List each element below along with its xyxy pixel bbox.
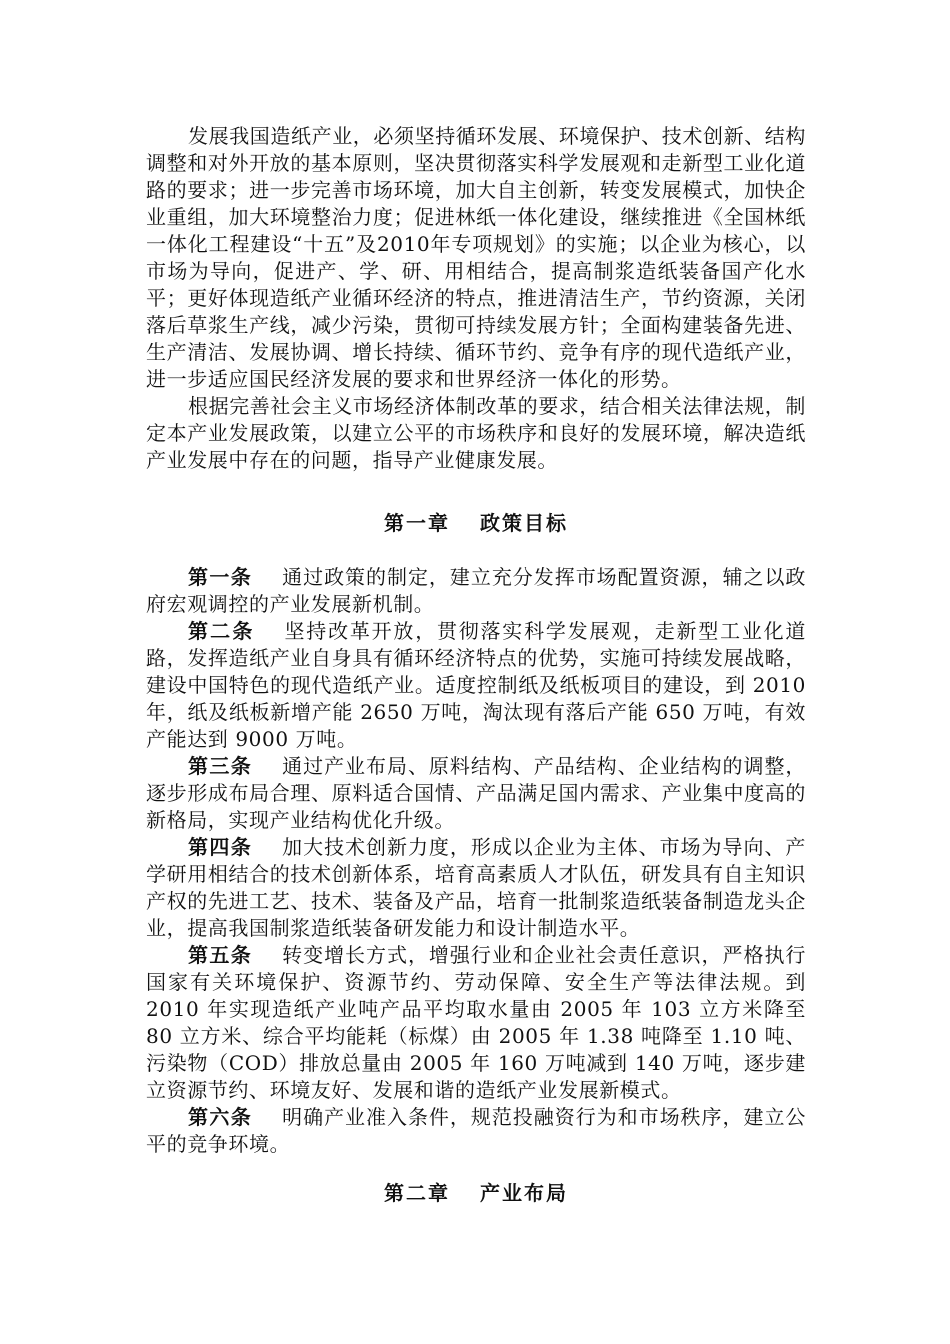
article-1-label: 第一条 <box>188 565 253 589</box>
article-2 <box>146 618 806 753</box>
intro-paragraph-1: 发展我国造纸产业，必须坚持循环发展、环境保护、技术创新、结构调整和对外开放的基本原则，坚决贯彻落实科学发展观和走新型工业化道路的要求；进一步完善市场环境，加大自主创新，转变发展模式，加快企业重组，加大环境整治力度；促进林纸一体化建设，继续推进《全国林纸一体化工程建设“十五”及2010年专项规划》的实施；以企业为核心，以市场为导向，促进产、学、研、用相结合，提高制浆造纸装备国产化水平；更好体现造纸产业循环经济的特点，推进清洁生产，节约资源，关闭落后草浆生产线，减少污染，贯彻可持续发展方针；全面构建装备先进、生产清洁、发展协调、增长持续、循环节约、竞争有序的现代造纸产业，进一步适应国民经济发展的要求和世界经济一体化的形势。 <box>146 124 806 391</box>
chapter-2-number: 第二章 <box>384 1181 450 1205</box>
article-6 <box>146 1104 806 1158</box>
intro-section <box>146 123 806 474</box>
article-3-label: 第三条 <box>188 754 253 778</box>
article-3 <box>146 753 806 834</box>
article-5-label: 第五条 <box>188 943 253 967</box>
article-5 <box>146 942 806 1104</box>
article-2-label: 第二条 <box>188 619 255 643</box>
article-6-label: 第六条 <box>188 1105 253 1129</box>
article-6-text: 明确产业准入条件，规范投融资行为和市场秩序，建立公平的竞争环境。 <box>146 1105 807 1156</box>
article-4 <box>146 834 806 942</box>
article-4-text: 加大技术创新力度，形成以企业为主体、市场为导向、产学研用相结合的技术创新体系，培育高素质人才队伍，研发具有自主知识产权的先进工艺、技术、装备及产品，培育一批制浆造纸装备制造龙头企业，提高我国制浆造纸装备研发能力和设计制造水平。 <box>146 835 807 940</box>
chapter-2-title: 产业布局 <box>480 1181 568 1205</box>
article-1-text: 通过政策的制定，建立充分发挥市场配置资源，辅之以政府宏观调控的产业发展新机制。 <box>146 565 807 616</box>
chapter-2-heading <box>146 1180 806 1207</box>
article-5-text: 转变增长方式，增强行业和企业社会责任意识，严格执行国家有关环境保护、资源节约、劳动保障、安全生产等法律法规。到 2010 年实现造纸产业吨产品平均取水量由 2005 年 103 立方米降至 80 立方米、综合平均能耗（标煤）由 2005 年 1.38 吨降至 1.10 吨、污染物（COD）排放总量由 2005 年 160 万吨减到 140 万吨，逐步建立资源节约、环境友好、发展和谐的造纸产业发展新模式。 <box>146 943 807 1102</box>
article-3-text: 通过产业布局、原料结构、产品结构、企业结构的调整，逐步形成布局合理、原料适合国情、产品满足国内需求、产业集中度高的新格局，实现产业结构优化升级。 <box>146 754 807 832</box>
article-1 <box>146 564 806 618</box>
chapter-1-articles <box>146 564 806 1158</box>
chapter-1-heading <box>146 510 806 537</box>
article-2-text: 坚持改革开放，贯彻落实科学发展观，走新型工业化道路，发挥造纸产业自身具有循环经济特点的优势，实施可持续发展战略，建设中国特色的现代造纸产业。适度控制纸及纸板项目的建设，到 2010 年，纸及纸板新增产能 2650 万吨，淘汰现有落后产能 650 万吨，有效产能达到 9000 万吨。 <box>146 619 806 751</box>
chapter-1-title: 政策目标 <box>480 511 568 535</box>
intro-paragraph-2: 根据完善社会主义市场经济体制改革的要求，结合相关法律法规，制定本产业发展政策，以建立公平的市场秩序和良好的发展环境，解决造纸产业发展中存在的问题，指导产业健康发展。 <box>146 394 806 472</box>
chapter-1-number: 第一章 <box>384 511 450 535</box>
article-4-label: 第四条 <box>188 835 253 859</box>
